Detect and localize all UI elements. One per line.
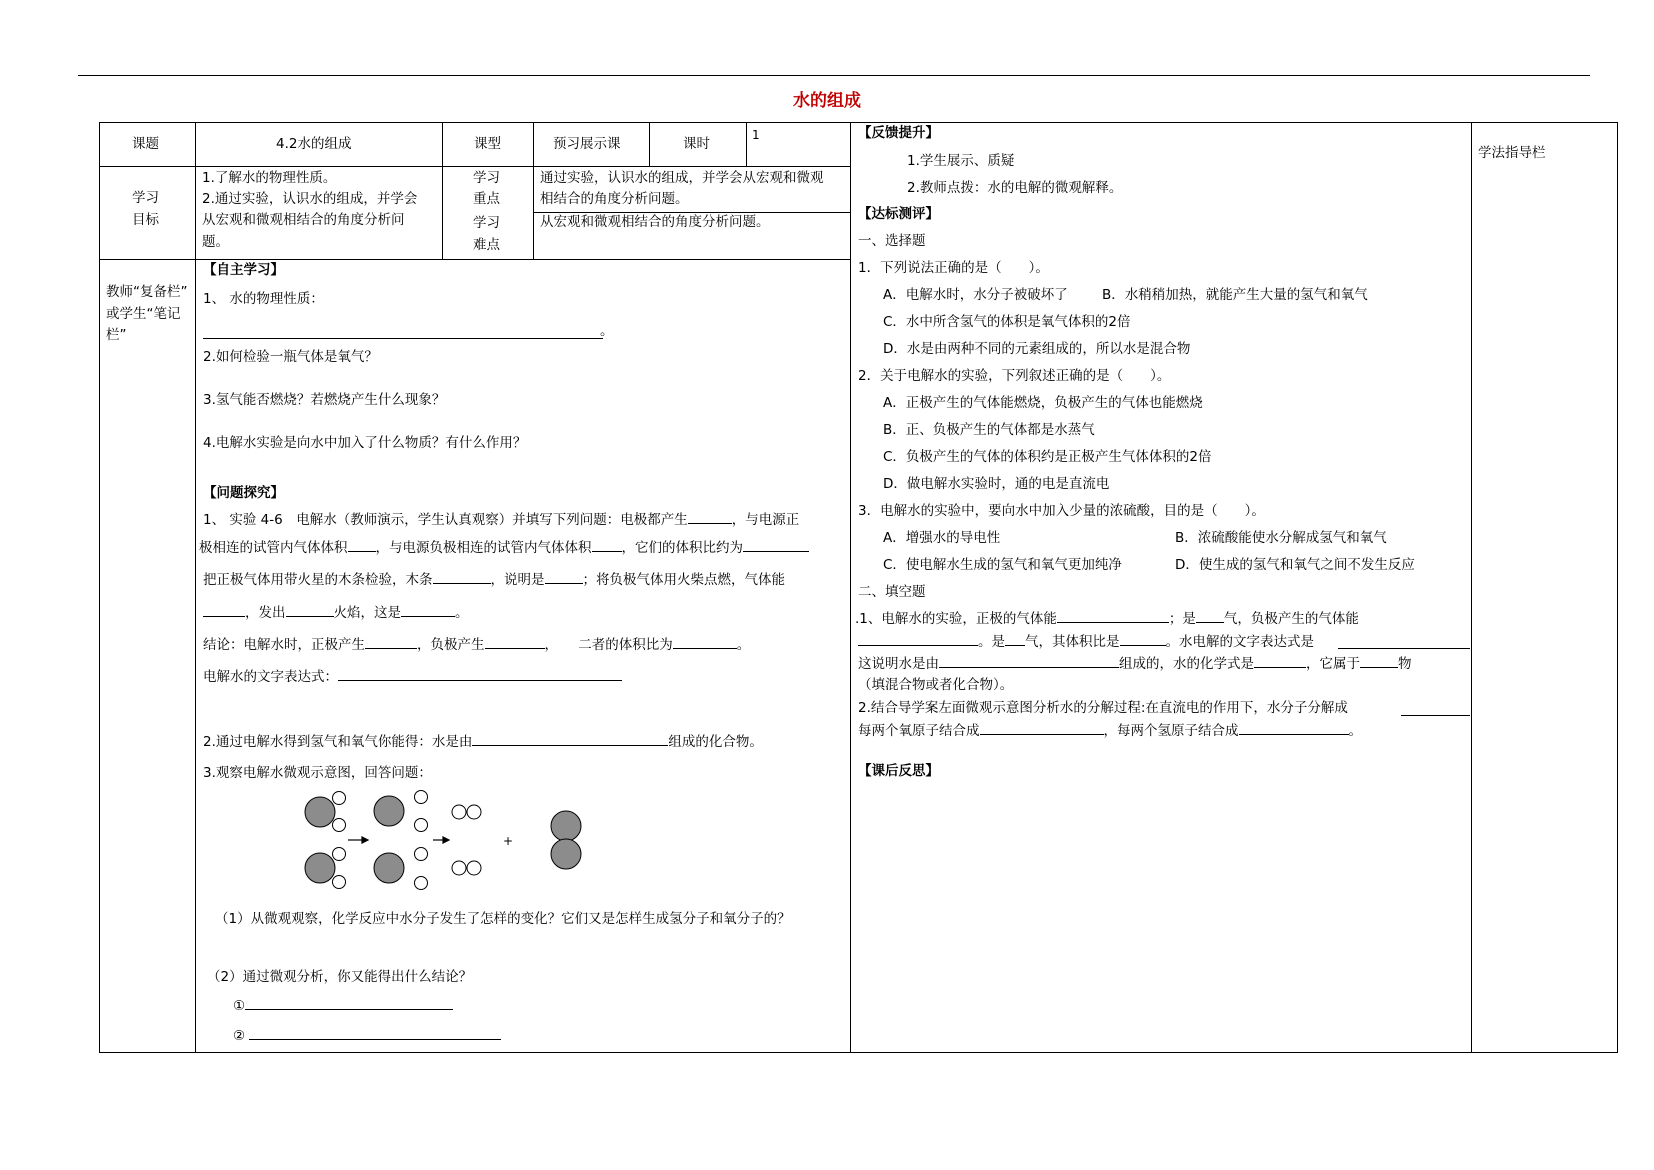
- text: ，负极产生: [417, 637, 485, 653]
- goal-item: 2.通过实验，认识水的组成，并学会: [202, 191, 418, 207]
- sub-question: （1）从微观观察，化学反应中水分子发生了怎样的变化？它们又是怎样生成氢分子和氧分子的？: [215, 911, 791, 927]
- option: C．使电解水生成的氢气和氧气更加纯净: [883, 557, 1122, 573]
- goal-item: 从宏观和微观相结合的角度分析问: [202, 212, 405, 228]
- answer-blank[interactable]: [1196, 609, 1224, 623]
- option: C．负极产生的气体的体积约是正极产生气体体积的2倍: [883, 449, 1212, 465]
- oxygen-atom: [551, 839, 581, 869]
- guide-heading: 学法指导栏: [1478, 145, 1546, 161]
- option: D．水是由两种不同的元素组成的，所以水是混合物: [883, 341, 1191, 357]
- oxygen-atom: [305, 797, 335, 827]
- oxygen-atom: [374, 853, 404, 883]
- answer-blank[interactable]: [1120, 632, 1166, 646]
- text: ，与电源负极相连的试管内气体体积: [375, 540, 592, 556]
- question: 1、 水的物理性质：: [203, 291, 324, 307]
- punctuation: 。: [600, 323, 614, 339]
- goal-item: 1.了解水的物理性质。: [202, 170, 337, 186]
- option: D．做电解水实验时，通的电是直流电: [883, 476, 1110, 492]
- type-value: 预习展示课: [553, 136, 621, 152]
- feedback-item: 2.教师点拨：水的电解的微观解释。: [907, 180, 1123, 196]
- answer-blank[interactable]: [1005, 632, 1025, 646]
- oxygen-atom: [305, 853, 335, 883]
- sub-question: （2）通过微观分析，你又能得出什么结论？: [207, 969, 473, 985]
- key-text: 通过实验，认识水的组成，并学会从宏观和微观: [540, 170, 824, 186]
- side-note: 教师“复备栏”: [106, 284, 188, 300]
- text: ， 二者的体积比为: [544, 637, 673, 653]
- answer-blank[interactable]: [1254, 654, 1306, 668]
- text: 把正极气体用带火星的木条检验，木条: [203, 572, 433, 588]
- option: B．浓硫酸能使水分解成氢气和氧气: [1175, 530, 1387, 546]
- side-note: 栏”: [106, 327, 127, 343]
- course-value: 4.2水的组成: [276, 136, 352, 152]
- answer-blank[interactable]: [939, 654, 1119, 668]
- answer-blank[interactable]: [249, 1026, 501, 1040]
- text: 电解水的文字表达式：: [203, 669, 338, 685]
- oxygen-atom: [551, 811, 581, 841]
- answer-blank[interactable]: [245, 996, 453, 1010]
- section-label: 二、填空题: [858, 584, 926, 600]
- hydrogen-atom: [333, 819, 346, 832]
- arrow-head-icon: [362, 837, 368, 843]
- self-study-heading: 【自主学习】: [203, 262, 284, 278]
- page-title: 水的组成: [793, 91, 861, 111]
- hydrogen-atom: [333, 876, 346, 889]
- option: D．使生成的氢气和氧气之间不发生反应: [1175, 557, 1415, 573]
- difficulty-text: 从宏观和微观相结合的角度分析问题。: [540, 214, 770, 230]
- key-text: 相结合的角度分析问题。: [540, 191, 689, 207]
- goals-label: 学习: [132, 190, 159, 206]
- text: ，发出: [245, 605, 286, 621]
- text: ；将负极气体用火柴点燃，气体能: [582, 572, 785, 588]
- feedback-heading: 【反馈提升】: [858, 125, 939, 141]
- circled-number: ①: [233, 998, 246, 1014]
- text: 气，其体积比是: [1025, 634, 1120, 650]
- difficulty-label: 难点: [473, 237, 500, 253]
- text: ；是: [1168, 611, 1196, 627]
- text: 火焰，这是: [333, 605, 401, 621]
- section-label: 一、选择题: [858, 233, 926, 249]
- period-value: 1: [752, 128, 760, 142]
- text: 这说明水是由: [858, 656, 939, 672]
- reflection-heading: 【课后反思】: [858, 763, 939, 779]
- key-label: 学习: [473, 170, 500, 186]
- option: A．电解水时，水分子被破坏了: [883, 287, 1068, 303]
- conclusion-line: [233, 996, 453, 1015]
- hydrogen-atom: [452, 861, 466, 875]
- hydrogen-atom: [333, 792, 346, 805]
- answer-blank[interactable]: [1338, 648, 1470, 649]
- question: 4.电解水实验是向水中加入了什么物质？有什么作用？: [203, 435, 527, 451]
- text: 物: [1398, 656, 1412, 672]
- text: 气，负极产生的气体能: [1223, 611, 1359, 627]
- answer-blank[interactable]: [858, 632, 978, 646]
- answer-blank[interactable]: [1057, 609, 1169, 623]
- hydrogen-atom: [415, 791, 428, 804]
- text: 。: [736, 637, 751, 653]
- text: 。: [1348, 723, 1362, 739]
- text: 每两个氧原子结合成: [858, 723, 980, 739]
- oxygen-atom: [374, 796, 404, 826]
- answer-blank[interactable]: [980, 721, 1104, 735]
- conclusion-line: [233, 1026, 501, 1045]
- text: 1、 实验 4-6 电解水（教师演示，学生认真观察）并填写下列问题：电极都产生: [203, 512, 688, 528]
- text: 组成的化合物。: [668, 734, 763, 750]
- question: 2．关于电解水的实验，下列叙述正确的是（ ）。: [858, 368, 1171, 384]
- text: ，每两个氢原子结合成: [1103, 723, 1239, 739]
- period-label: 课时: [683, 136, 710, 152]
- question: 3.氢气能否燃烧？若燃烧产生什么现象？: [203, 392, 446, 408]
- feedback-item: 1.学生展示、质疑: [907, 153, 1015, 169]
- question: 2.如何检验一瓶气体是氧气？: [203, 349, 378, 365]
- text: 2.通过电解水得到氢气和氧气你能得：水是由: [203, 734, 473, 750]
- question: 3．电解水的实验中，要向水中加入少量的浓硫酸，目的是（ ）。: [858, 503, 1265, 519]
- fill-line: （填混合物或者化合物）。: [858, 677, 1014, 693]
- hydrogen-atom: [467, 805, 481, 819]
- text: 结论：电解水时，正极产生: [203, 637, 365, 653]
- fill-line: [858, 721, 1362, 740]
- test-heading: 【达标测评】: [858, 206, 939, 222]
- hydrogen-atom: [467, 861, 481, 875]
- goals-label: 目标: [132, 212, 159, 228]
- key-label: 重点: [473, 191, 500, 207]
- option: A．正极产生的气体能燃烧，负极产生的气体也能燃烧: [883, 395, 1203, 411]
- fill-line: 2.结合导学案左面微观示意图分析水的分解过程:在直流电的作用下，水分子分解成: [858, 700, 1348, 716]
- side-note: 或学生“笔记: [106, 306, 181, 322]
- option: C．水中所含氢气的体积是氧气体积的2倍: [883, 314, 1131, 330]
- plus-sign: +: [503, 834, 514, 848]
- hydrogen-atom: [415, 848, 428, 861]
- hydrogen-atom: [415, 819, 428, 832]
- type-label: 课型: [474, 136, 501, 152]
- text: 。水电解的文字表达式是: [1165, 634, 1314, 650]
- difficulty-label: 学习: [473, 215, 500, 231]
- fill-line: [858, 654, 1412, 673]
- question: 1．下列说法正确的是（ ）。: [858, 260, 1049, 276]
- option: A．增强水的导电性: [883, 530, 1001, 546]
- answer-blank[interactable]: [1360, 654, 1398, 668]
- course-label: 课题: [132, 136, 159, 152]
- text: 极相连的试管内气体体积: [199, 540, 348, 556]
- text: ，它们的体积比约为: [621, 540, 743, 556]
- hydrogen-atom: [333, 848, 346, 861]
- text: ，它属于: [1306, 656, 1360, 672]
- option: B．水稍稍加热，就能产生大量的氢气和氧气: [1102, 287, 1368, 303]
- fill-line: [858, 632, 1314, 651]
- text: ，说明是: [490, 572, 545, 588]
- text: 。是: [978, 634, 1005, 650]
- hydrogen-atom: [415, 877, 428, 890]
- text: .1、电解水的实验，正极的气体能: [855, 611, 1057, 627]
- text: ，与电源正: [731, 512, 800, 528]
- text: 组成的，水的化学式是: [1119, 656, 1254, 672]
- goal-item: 题。: [202, 234, 229, 250]
- explore-line: 3.观察电解水微观示意图，回答问题：: [203, 765, 432, 781]
- explore-heading: 【问题探究】: [203, 485, 284, 501]
- answer-blank[interactable]: [1239, 721, 1349, 735]
- option: B．正、负极产生的气体都是水蒸气: [883, 422, 1095, 438]
- circled-number: ②: [233, 1028, 246, 1044]
- arrow-head-icon: [443, 837, 449, 843]
- hydrogen-atom: [452, 805, 466, 819]
- text: 。: [455, 605, 469, 621]
- fill-line: [855, 609, 1359, 628]
- answer-blank[interactable]: [1401, 715, 1470, 716]
